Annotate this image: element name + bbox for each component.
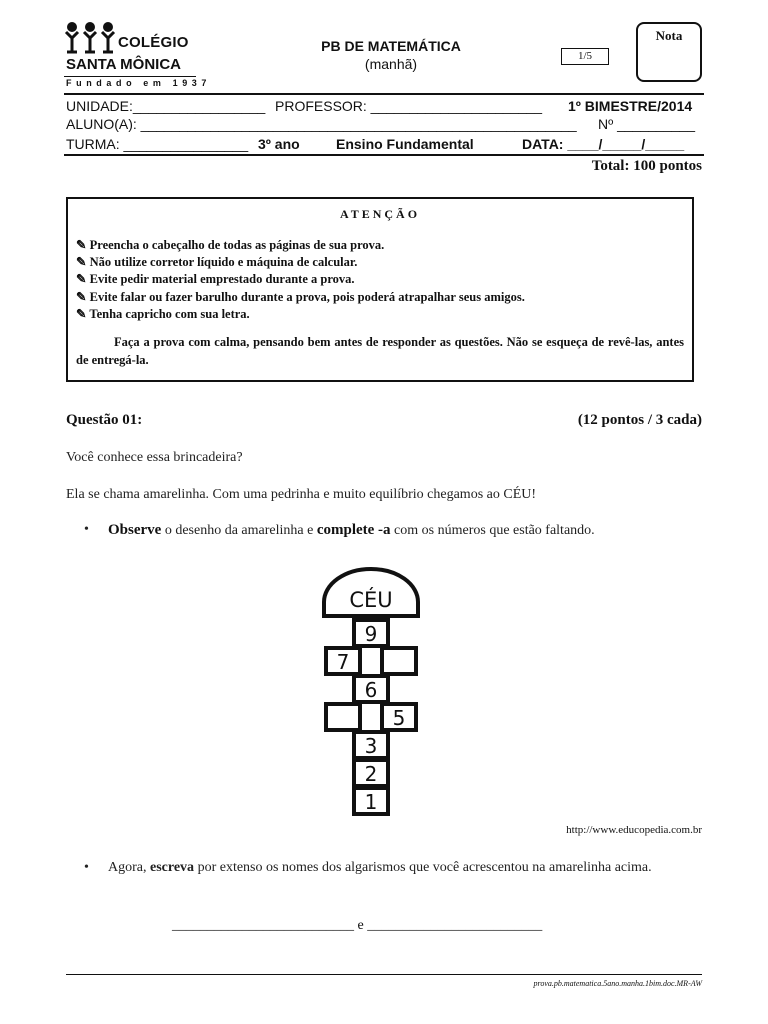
question-paragraph-1: Você conhece essa brincadeira? bbox=[66, 450, 243, 465]
grade-box bbox=[636, 22, 702, 82]
hopscotch-cell-6: 6 bbox=[364, 678, 378, 702]
attention-box bbox=[66, 197, 694, 382]
header-rule-bottom bbox=[64, 154, 704, 156]
data-field[interactable]: DATA: ____/_____/_____ bbox=[522, 136, 685, 152]
question-title: Questão 01: bbox=[66, 412, 143, 428]
school-logo-icon bbox=[64, 22, 116, 54]
hopscotch-cell-9: 9 bbox=[364, 622, 378, 646]
hand-pointer-icon: ✎ bbox=[76, 289, 90, 304]
hand-pointer-icon: ✎ bbox=[76, 272, 90, 287]
question-points: (12 pontos / 3 cada) bbox=[577, 412, 702, 428]
attention-item: ✎ Evite pedir material emprestado durante a prova. bbox=[76, 272, 355, 287]
document-subtitle: (manhã) bbox=[364, 56, 418, 72]
bullet-icon: • bbox=[84, 860, 89, 875]
attention-note: Faça a prova com calma, pensando bem antes de responder as questões. Não se esqueça de revê-las, antes de entregá-la. bbox=[76, 335, 684, 367]
hopscotch-cell-2: 2 bbox=[364, 762, 378, 786]
attention-item: ✎ Evite falar ou fazer barulho durante a prova, pois poderá atrapalhar seus amigos. bbox=[76, 289, 525, 304]
logo-divider bbox=[64, 76, 196, 77]
hand-pointer-icon: ✎ bbox=[76, 255, 90, 270]
total-points: Total: 100 pontos bbox=[591, 158, 702, 174]
hopscotch-drawing bbox=[316, 564, 426, 824]
answer-lines[interactable]: __________________________ e _________________________ bbox=[172, 918, 543, 933]
attention-list bbox=[76, 237, 525, 323]
hopscotch-cell-5: 5 bbox=[392, 706, 406, 730]
footer-rule bbox=[66, 974, 702, 975]
instruction-write: • Agora, escreva por extenso os nomes dos algarismos que você acrescentou na amarelinha acima. bbox=[84, 860, 652, 875]
attention-title: ATENÇÃO bbox=[339, 207, 421, 221]
professor-field[interactable]: PROFESSOR: ______________________ bbox=[275, 98, 542, 114]
attention-item: ✎ Não utilize corretor líquido e máquina de calcular. bbox=[76, 255, 358, 270]
unidade-field[interactable]: UNIDADE:_________________ bbox=[66, 98, 266, 114]
school-name-line2: SANTA MÔNICA bbox=[66, 56, 181, 73]
hopscotch-cell-7: 7 bbox=[336, 650, 350, 674]
turma-field[interactable]: TURMA: ________________ bbox=[66, 136, 249, 152]
question-paragraph-2: Ela se chama amarelinha. Com uma pedrinha e muito equilíbrio chegamos ao CÉU! bbox=[66, 487, 537, 502]
hopscotch-sky-label: CÉU bbox=[349, 588, 393, 612]
ano-label: 3º ano bbox=[258, 136, 300, 152]
school-founded: Fundado em 1937 bbox=[66, 78, 212, 88]
header-rule-top bbox=[64, 93, 704, 95]
aluno-field[interactable]: ALUNO(A): ________________________________________________________ bbox=[66, 116, 577, 132]
footer-filename: prova.pb.matematica.5ano.manha.1bim.doc.MR-AW bbox=[533, 979, 702, 988]
bullet-icon: • bbox=[84, 522, 89, 537]
school-name-line1: COLÉGIO bbox=[118, 34, 189, 51]
page-number: 1/5 bbox=[561, 48, 609, 65]
ensino-label: Ensino Fundamental bbox=[336, 136, 474, 152]
hopscotch-cell-1: 1 bbox=[364, 790, 378, 814]
numero-field[interactable]: Nº __________ bbox=[598, 116, 695, 132]
attention-item: ✎ Preencha o cabeçalho de todas as páginas de sua prova. bbox=[76, 238, 385, 252]
attention-item: ✎ Tenha capricho com sua letra. bbox=[76, 306, 250, 321]
hopscotch-cell-3: 3 bbox=[364, 734, 378, 758]
hand-pointer-icon: ✎ bbox=[76, 238, 90, 252]
document-title: PB DE MATEMÁTICA bbox=[321, 38, 461, 54]
hand-pointer-icon: ✎ bbox=[76, 306, 90, 321]
bimestre-label: 1º BIMESTRE/2014 bbox=[568, 98, 693, 114]
grade-label: Nota bbox=[655, 28, 683, 43]
image-credit: http://www.educopedia.com.br bbox=[566, 824, 702, 836]
